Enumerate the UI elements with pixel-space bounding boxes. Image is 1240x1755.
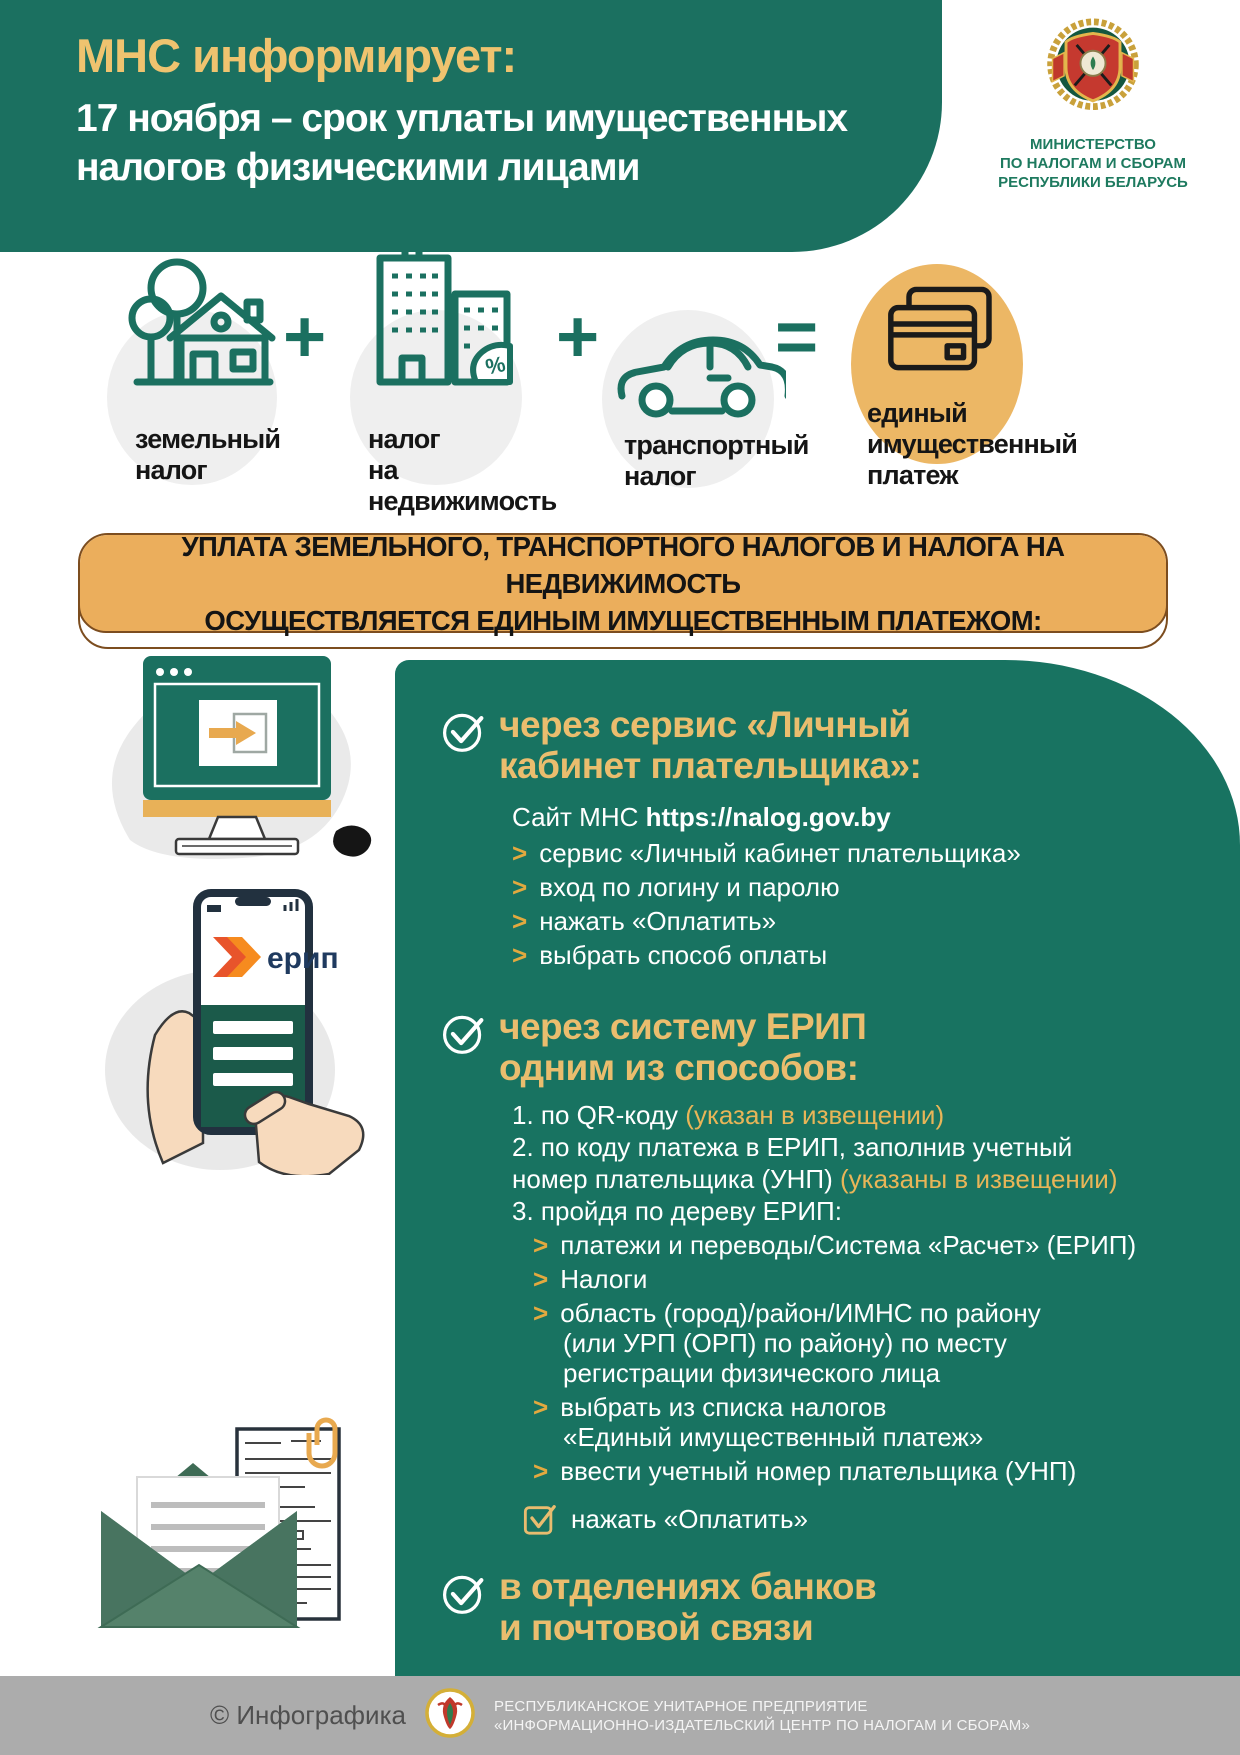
arrow-bullet-icon: > <box>533 1264 549 1294</box>
list-item: > ввести учетный номер плательщика (УНП) <box>533 1456 1077 1486</box>
list-item: > вход по логину и паролю <box>512 872 840 902</box>
arrow-bullet-icon: > <box>512 872 528 902</box>
erip-tree-list <box>533 1230 1240 1486</box>
footer-bar <box>0 1676 1240 1755</box>
formula-item-land-tax <box>105 240 295 485</box>
ministry-logo-block <box>952 16 1234 192</box>
formula-item-transport-tax <box>598 240 809 491</box>
banner-line-2: ОСУЩЕСТВЛЯЕТСЯ ЕДИНЫМ ИМУЩЕСТВЕННЫМ ПЛАТЕЖОМ: <box>204 604 1042 636</box>
computer-illustration <box>88 628 388 885</box>
check-circle-icon <box>440 708 486 754</box>
header-band <box>0 0 942 252</box>
list-item: > Налоги <box>533 1264 648 1294</box>
list-item: > выбрать из списка налогов «Единый имущественный платеж» <box>533 1392 984 1452</box>
car-icon <box>606 312 786 435</box>
list-item: > выбрать способ оплаты <box>512 940 828 970</box>
checkbox-icon <box>523 1502 557 1536</box>
nalog-url: https://nalog.gov.by <box>645 802 891 832</box>
subtitle-line-1: 17 ноября – срок уплаты имущественных <box>76 97 848 140</box>
header-subtitle <box>76 94 847 192</box>
check-circle-icon <box>440 1570 486 1616</box>
numbered-item: 2. по коду платежа в ЕРИП, заполнив учетный <box>512 1132 1073 1162</box>
plus-sign: + <box>283 295 327 378</box>
label-single-payment: единый имущественный платеж <box>867 398 1078 490</box>
equals-sign: = <box>775 295 819 378</box>
banner-line-1: УПЛАТА ЗЕМЕЛЬНОГО, ТРАНСПОРТНОГО НАЛОГОВ И НАЛОГА НА НЕДВИЖИМОСТЬ <box>181 533 1065 599</box>
label-property-tax: налог на недвижимость <box>368 424 557 516</box>
arrow-bullet-icon: > <box>533 1230 549 1260</box>
plus-sign: + <box>556 295 600 378</box>
section-lk-title: через сервис «Личный кабинет плательщика»: <box>499 704 922 786</box>
copyright-text: © Инфографика <box>209 1700 406 1730</box>
erip-logo-text: ерип <box>267 942 339 975</box>
publisher-emblem-icon <box>424 1687 476 1744</box>
arrow-bullet-icon: > <box>512 838 528 868</box>
erip-numbered-list <box>512 1100 1240 1226</box>
lk-steps-list <box>512 838 1240 970</box>
list-item: > область (город)/район/ИМНС по району (или УРП (ОРП) по району) по месту регистрации физического лица <box>533 1298 1041 1388</box>
section-erip-title: через систему ЕРИП одним из способов: <box>499 1006 867 1088</box>
formula-item-property-tax <box>348 240 557 516</box>
arrow-bullet-icon: > <box>533 1392 549 1422</box>
arrow-bullet-icon: > <box>533 1298 549 1328</box>
publisher-name: РЕСПУБЛИКАНСКОЕ УНИТАРНОЕ ПРЕДПРИЯТИЕ «ИНФОРМАЦИОННО-ИЗДАТЕЛЬСКИЙ ЦЕНТР ПО НАЛОГАМ И СБОРАМ» <box>494 1697 1031 1734</box>
ministry-name: МИНИСТЕРСТВО ПО НАЛОГАМ И СБОРАМ РЕСПУБЛИКИ БЕЛАРУСЬ <box>998 136 1188 191</box>
arrow-bullet-icon: > <box>533 1456 549 1486</box>
list-item: > сервис «Личный кабинет плательщика» <box>512 838 1021 868</box>
bank-cards-icon <box>879 284 999 389</box>
numbered-item-continuation: номер плательщика (УНП) (указаны в извещении) <box>512 1164 1118 1194</box>
arrow-bullet-icon: > <box>512 940 528 970</box>
section-erip-heading <box>440 1006 1240 1088</box>
pay-note-text: нажать «Оплатить» <box>571 1503 808 1534</box>
numbered-item: 1. по QR-коду (указан в извещении) <box>512 1100 945 1130</box>
label-land-tax: земельный налог <box>135 424 281 485</box>
list-item: > платежи и переводы/Система «Расчет» (ЕРИП) <box>533 1230 1137 1260</box>
svg-text:%: % <box>483 351 508 380</box>
site-line: Сайт МНС https://nalog.gov.by <box>512 802 891 832</box>
pay-note <box>523 1502 1240 1536</box>
list-item: > нажать «Оплатить» <box>512 906 777 936</box>
payment-methods-panel <box>395 660 1240 1676</box>
envelope-notice-illustration <box>85 1415 385 1655</box>
section-erip-body <box>512 1100 1240 1226</box>
section-banks-title: в отделениях банков и почтовой связи <box>499 1566 877 1648</box>
house-tree-icon <box>115 240 280 405</box>
label-transport-tax: транспортный налог <box>624 430 809 491</box>
building-percent-icon <box>360 242 520 402</box>
phone-erip-illustration <box>85 875 385 1180</box>
arrow-bullet-icon: > <box>512 906 528 936</box>
numbered-item: 3. пройдя по дереву ЕРИП: <box>512 1196 842 1226</box>
ministry-emblem-icon <box>1040 113 1146 130</box>
check-circle-icon <box>440 1010 486 1056</box>
formula-item-single-payment <box>845 240 1078 490</box>
page-title: МНС информирует: <box>76 29 517 82</box>
subtitle-line-2: налогов физическими лицами <box>76 146 640 189</box>
section-banks-heading <box>440 1566 1240 1648</box>
banner <box>78 533 1168 636</box>
section-lk-body <box>512 802 1240 970</box>
section-lk-heading <box>440 660 1240 786</box>
